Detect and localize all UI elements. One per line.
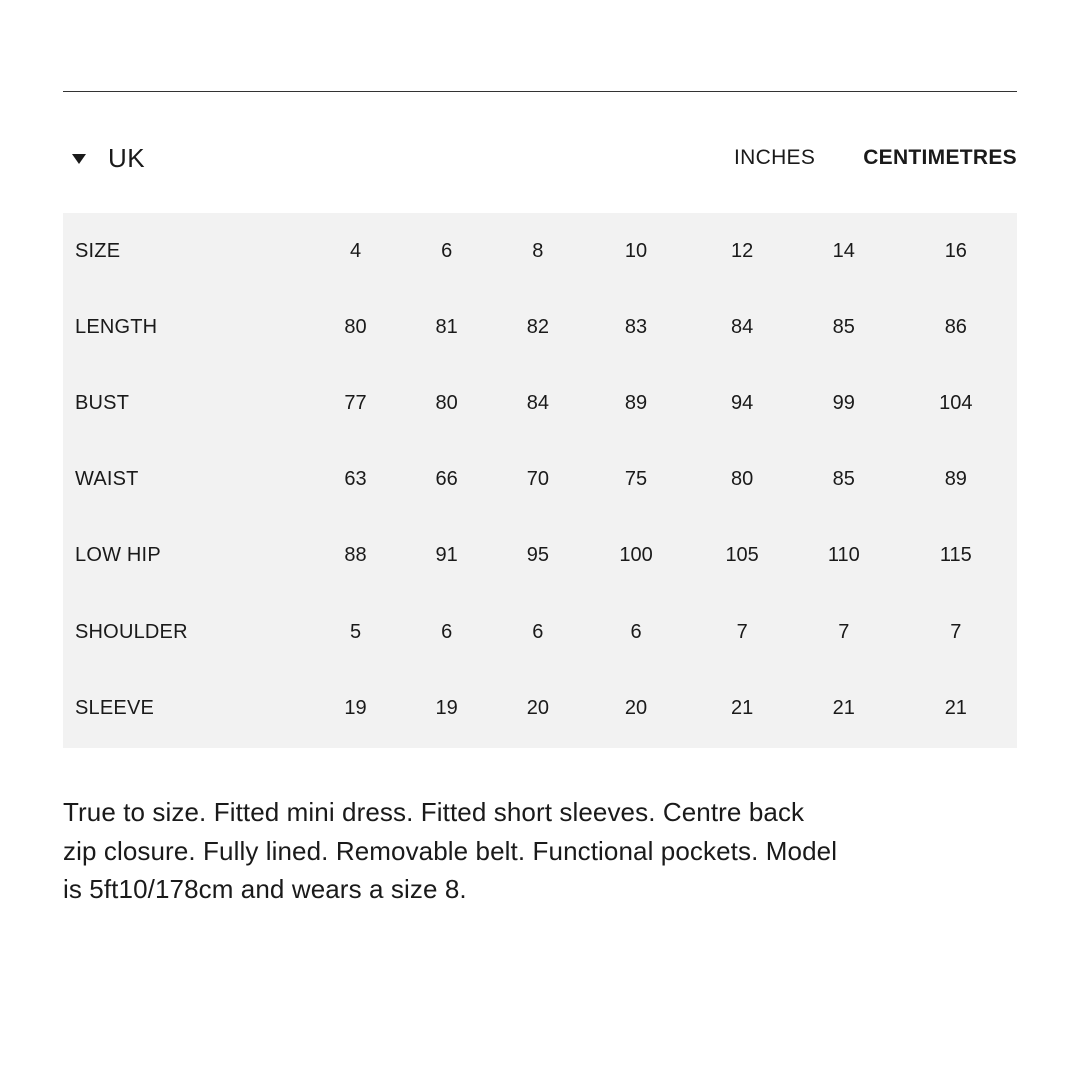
table-cell: 84 (731, 315, 754, 338)
table-cell: 80 (344, 315, 367, 338)
unit-toggle (734, 140, 1017, 176)
table-cell: 20 (526, 696, 549, 719)
table-cell: 91 (435, 544, 458, 567)
table-cell: 7 (838, 620, 850, 643)
table-cell: 6 (532, 620, 544, 643)
product-fit-description: True to size. Fitted mini dress. Fitted short sleeves. Centre back zip closure. Fully lined. Removable belt. Functional pockets. Model is 5ft10/178cm and wears a size 8. (63, 797, 838, 904)
table-cell: 89 (944, 468, 967, 491)
table-row (63, 365, 1017, 441)
table-cell: 88 (344, 544, 367, 567)
size-chart-table (63, 213, 1017, 748)
table-cell: 84 (526, 391, 549, 414)
table-cell: 4 (349, 239, 362, 262)
row-label: SLEEVE (75, 696, 155, 719)
table-cell: 115 (939, 544, 972, 567)
table-cell: 16 (944, 239, 967, 262)
table-row (63, 594, 1017, 670)
table-cell: 8 (532, 239, 544, 262)
table-cell: 94 (731, 391, 754, 414)
table-cell: 95 (526, 544, 549, 567)
row-label: SIZE (75, 239, 121, 262)
table-cell: 21 (832, 696, 855, 719)
row-label: LOW HIP (75, 544, 161, 567)
table-cell: 82 (526, 315, 549, 338)
table-cell: 5 (349, 620, 362, 643)
table-cell: 10 (624, 239, 648, 262)
table-cell: 80 (731, 468, 754, 491)
top-divider (63, 91, 1017, 92)
table-cell: 14 (832, 239, 855, 262)
table-cell: 86 (944, 315, 967, 338)
table-cell: 12 (731, 239, 754, 262)
table-cell: 6 (441, 239, 453, 262)
table-cell: 77 (344, 391, 367, 414)
table-cell: 104 (939, 391, 973, 414)
table-cell: 110 (827, 544, 860, 567)
table-cell: 99 (832, 391, 855, 414)
table-cell: 83 (624, 315, 648, 338)
table-cell: 70 (526, 468, 549, 491)
table-cell: 66 (435, 468, 458, 491)
table-row (63, 289, 1017, 365)
table-cell: 89 (624, 391, 648, 414)
table-cell: 21 (731, 696, 754, 719)
region-label: UK (108, 142, 146, 173)
region-dropdown[interactable] (72, 138, 145, 178)
table-cell: 6 (441, 620, 453, 643)
table-cell: 105 (725, 544, 759, 567)
unit-centimetres-button[interactable]: CENTIMETRES (863, 146, 1017, 169)
table-cell: 19 (344, 696, 367, 719)
table-cell: 80 (435, 391, 458, 414)
table-cell: 19 (435, 696, 458, 719)
row-label: WAIST (75, 468, 139, 491)
table-cell: 7 (736, 620, 748, 643)
table-cell: 85 (832, 315, 855, 338)
table-cell: 6 (630, 620, 642, 643)
table-row (63, 213, 1017, 289)
table-row (63, 670, 1017, 746)
caret-down-icon (72, 154, 86, 164)
size-table (63, 213, 1017, 746)
table-cell: 63 (344, 468, 367, 491)
table-cell: 100 (619, 544, 653, 567)
table-cell: 7 (950, 620, 962, 643)
table-cell: 85 (832, 468, 855, 491)
table-row (63, 442, 1017, 518)
table-cell: 81 (435, 315, 458, 338)
row-label: SHOULDER (75, 620, 188, 643)
unit-inches-button[interactable]: INCHES (734, 146, 816, 169)
row-label: BUST (75, 391, 130, 414)
table-cell: 75 (624, 468, 648, 491)
table-row (63, 518, 1017, 594)
table-cell: 20 (624, 696, 648, 719)
table-cell: 21 (944, 696, 967, 719)
row-label: LENGTH (75, 315, 158, 338)
